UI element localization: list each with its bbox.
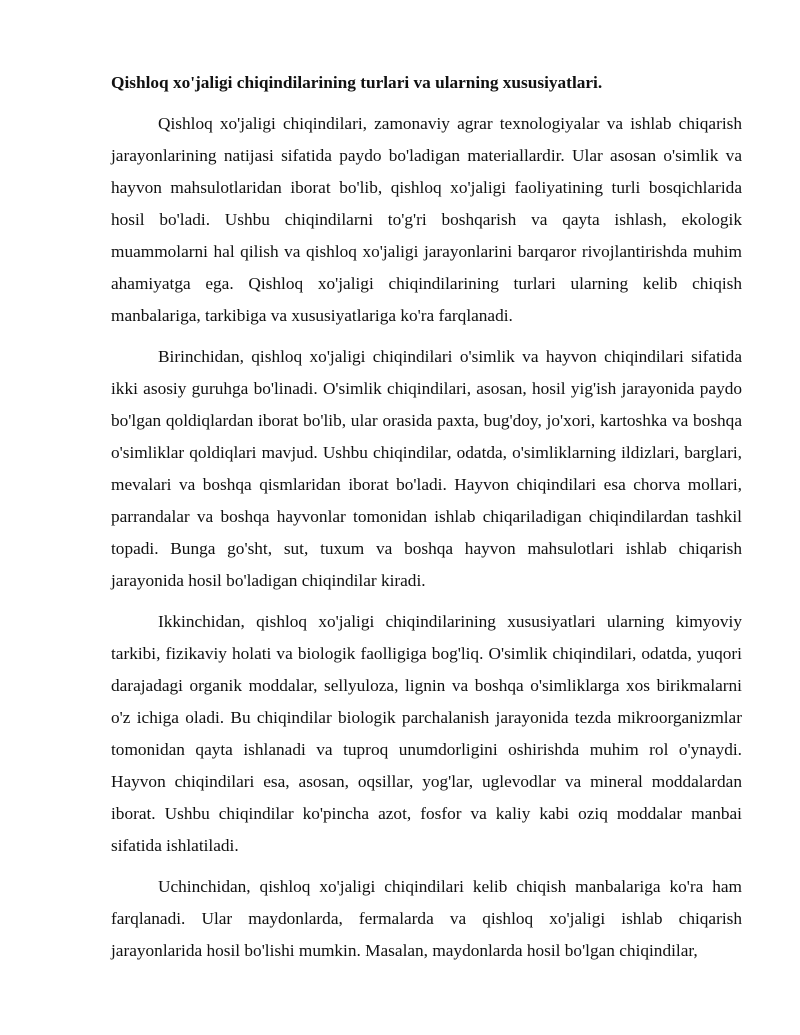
paragraph-first-point: Birinchidan, qishloq xo'jaligi chiqindilari o'simlik va hayvon chiqindilari sifatida ikki asosiy guruhga bo'linadi. O'simlik chiqindilari, asosan, hosil yig'ish jarayonida paydo bo'lgan qoldiqlardan iborat bo'lib, ular orasida paxta, bug'doy, jo'xori, kartoshka va boshqa o'simliklar qoldiqlari mavjud. Ushbu chiqindilar, odatda, o'simliklarning ildizlari, barglari, mevalari va boshqa qismlaridan iborat bo'ladi. Hayvon chiqindilari esa chorva mollari, parrandalar va boshqa hayvonlar tomonidan ishlab chiqariladigan chiqindilardan tashkil topadi. Bunga go'sht, sut, tuxum va boshqa hayvon mahsulotlari ishlab chiqarish jarayonida hosil bo'ladigan chiqindilar kiradi. <box>111 347 742 590</box>
document-heading: Qishloq xo'jaligi chiqindilarining turlari va ularning xususiyatlari. <box>111 73 603 92</box>
paragraph-third-point: Uchinchidan, qishloq xo'jaligi chiqindilari kelib chiqish manbalariga ko'ra ham farqlanadi. Ular maydonlarda, fermalarda va qishloq xo'jaligi ishlab chiqarish jarayonlarida hosil bo'lishi mumkin. Masalan, maydonlarda hosil bo'lgan chiqindilar, <box>111 877 742 960</box>
paragraph-second-point: Ikkinchidan, qishloq xo'jaligi chiqindilarining xususiyatlari ularning kimyoviy tarkibi, fizikaviy holati va biologik faolligiga bog'liq. O'simlik chiqindilari, odatda, yuqori darajadagi organik moddalar, sellyuloza, lignin va boshqa o'simliklarga xos birikmalarni o'z ichiga oladi. Bu chiqindilar biologik parchalanish jarayonida tezda mikroorganizmlar tomonidan qayta ishlanadi va tuproq unumdorligini oshirishda muhim rol o'ynaydi. Hayvon chiqindilari esa, asosan, oqsillar, yog'lar, uglevodlar va mineral moddalardan iborat. Ushbu chiqindilar ko'pincha azot, fosfor va kaliy kabi oziq moddalar manbai sifatida ishlatiladi. <box>111 612 742 855</box>
paragraph-intro: Qishloq xo'jaligi chiqindilari, zamonaviy agrar texnologiyalar va ishlab chiqarish jarayonlarining natijasi sifatida paydo bo'ladigan materiallardir. Ular asosan o'simlik va hayvon mahsulotlaridan iborat bo'lib, qishloq xo'jaligi faoliyatining turli bosqichlarida hosil bo'ladi. Ushbu chiqindilarni to'g'ri boshqarish va qayta ishlash, ekologik muammolarni hal qilish va qishloq xo'jaligi jarayonlarini barqaror rivojlantirishda muhim ahamiyatga ega. Qishloq xo'jaligi chiqindilarining turlari ularning kelib chiqish manbalariga, tarkibiga va xususiyatlariga ko'ra farqlanadi. <box>111 114 742 325</box>
document-body <box>111 67 742 976</box>
